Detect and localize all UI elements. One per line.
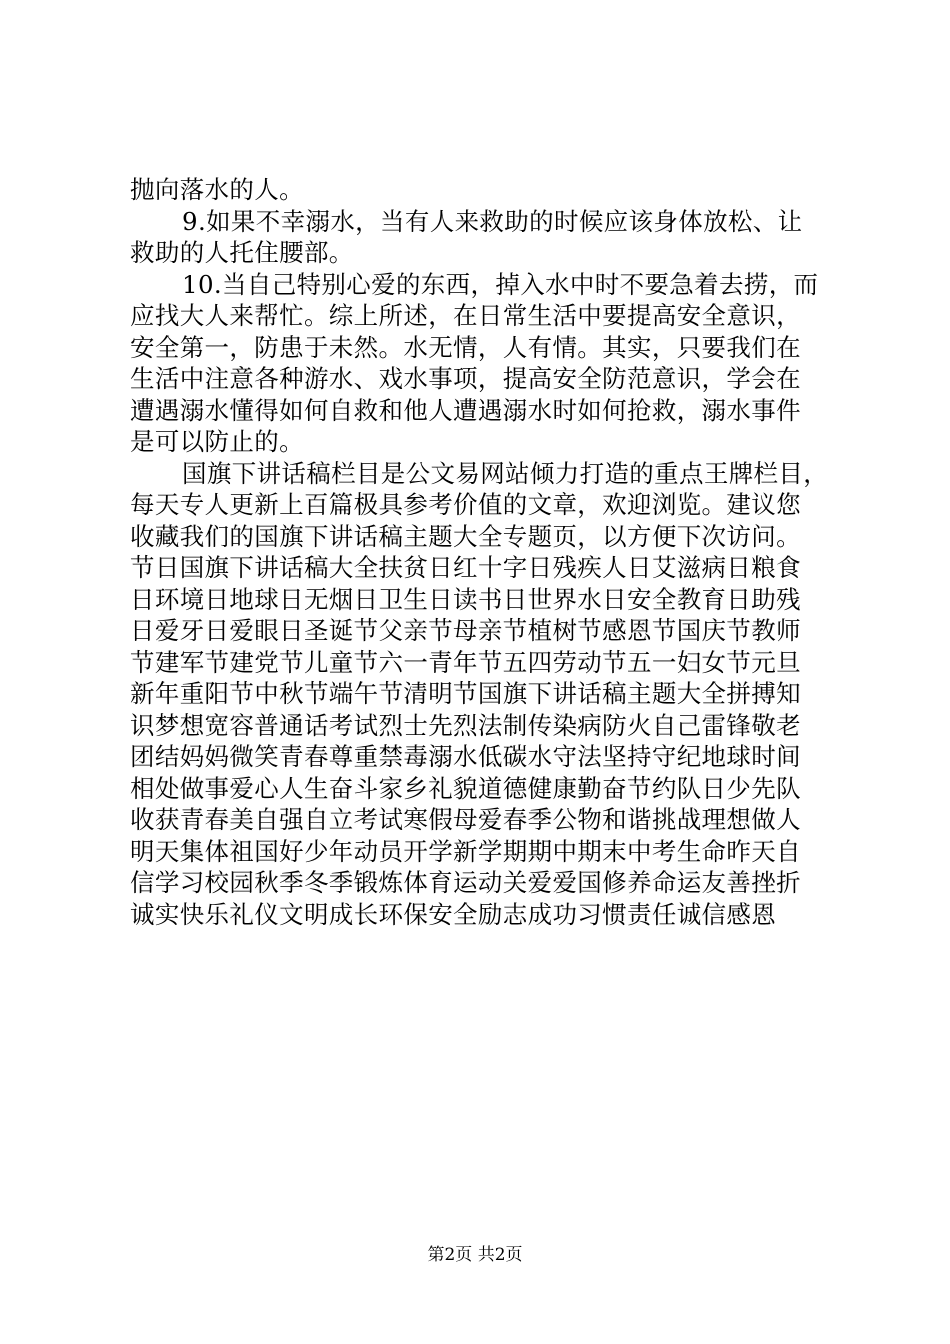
text-line: 节日国旗下讲话稿大全扶贫日红十字日残疾人日艾滋病日粮食 [130, 553, 801, 582]
text-line: 遭遇溺水懂得如何自救和他人遭遇溺水时如何抢救，溺水事件 [130, 395, 801, 425]
text-line: 10.当自己特别心爱的东西，掉入水中时不要急着去捞，而 [182, 269, 819, 299]
text-line: 救助的人托住腰部。 [130, 238, 354, 267]
text-line: 相处做事爱心人生奋斗家乡礼貌道德健康勤奋节约队日少先队 [130, 773, 801, 803]
document-body [130, 174, 836, 930]
text-line: 每天专人更新上百篇极具参考价值的文章，欢迎浏览。建议您 [130, 490, 801, 519]
text-line: 信学习校园秋季冬季锻炼体育运动关爱爱国修养命运友善挫折 [130, 868, 801, 897]
text-line: 团结妈妈微笑青春尊重禁毒溺水低碳水守法坚持守纪地球时间 [130, 742, 801, 771]
text-line: 收藏我们的国旗下讲话稿主题大全专题页，以方便下次访问。 [130, 521, 801, 551]
text-line: 明天集体祖国好少年动员开学新学期期中期末中考生命昨天自 [130, 836, 801, 866]
text-line: 是可以防止的。 [130, 427, 304, 456]
text-line: 日环境日地球日无烟日卫生日读书日世界水日安全教育日助残 [130, 584, 801, 614]
text-line: 9.如果不幸溺水，当有人来救助的时候应该身体放松、让 [182, 206, 803, 236]
page-number-footer: 第2页 共2页 [427, 1245, 523, 1265]
text-line: 日爱牙日爱眼日圣诞节父亲节母亲节植树节感恩节国庆节教师 [130, 616, 801, 645]
text-line: 国旗下讲话稿栏目是公文易网站倾力打造的重点王牌栏目， [182, 458, 829, 488]
text-line: 抛向落水的人。 [130, 175, 304, 204]
text-line: 应找大人来帮忙。综上所述，在日常生活中要提高安全意识， [130, 301, 801, 330]
text-line: 安全第一，防患于未然。水无情，人有情。其实，只要我们在 [130, 332, 801, 362]
text-line: 新年重阳节中秋节端午节清明节国旗下讲话稿主题大全拼搏知 [130, 679, 801, 708]
text-line: 识梦想宽容普通话考试烈士先烈法制传染病防火自己雷锋敬老 [130, 710, 801, 740]
text-line: 收获青春美自强自立考试寒假母爱春季公物和谐挑战理想做人 [130, 805, 801, 834]
text-line: 生活中注意各种游水、戏水事项，提高安全防范意识，学会在 [130, 364, 801, 393]
text-line: 节建军节建党节儿童节六一青年节五四劳动节五一妇女节元旦 [130, 647, 801, 677]
text-line: 诚实快乐礼仪文明成长环保安全励志成功习惯责任诚信感恩 [130, 899, 777, 929]
